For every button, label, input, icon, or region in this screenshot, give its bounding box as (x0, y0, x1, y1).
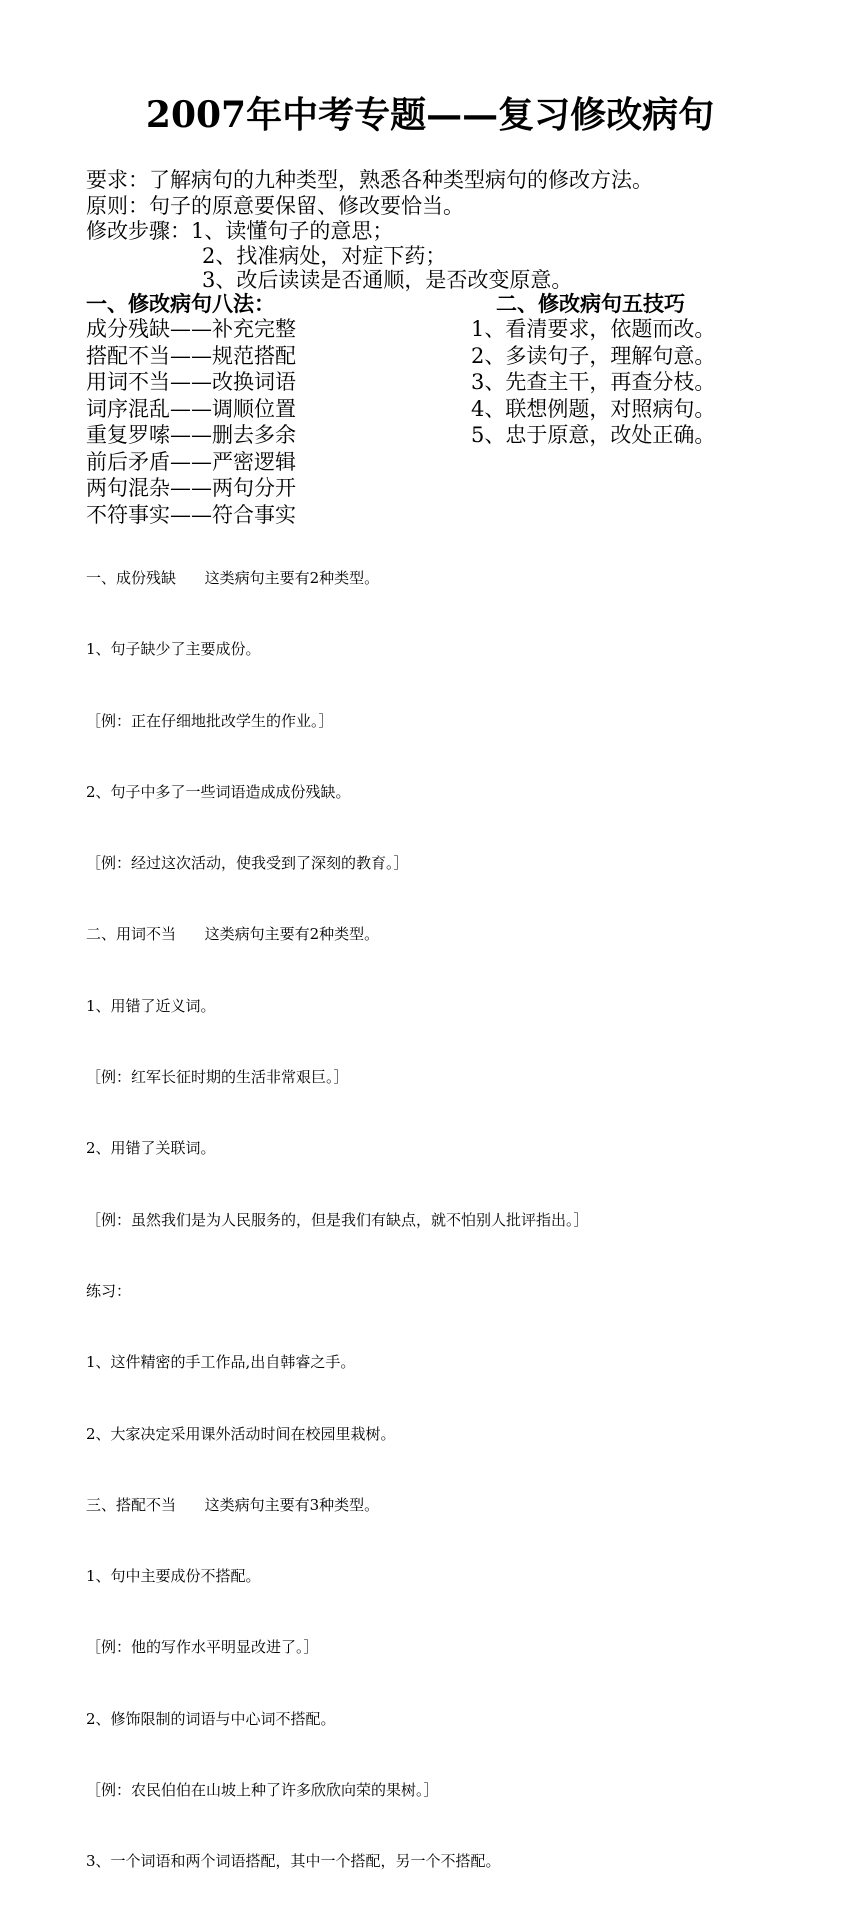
detail-line: 2、句子中多了一些词语造成成份残缺。 (86, 782, 351, 801)
method-item: 词序混乱——调顺位置 (86, 396, 296, 421)
detail-line: 1、句子缺少了主要成份。 (86, 640, 261, 659)
detail-line: ［例：红军长征时期的生活非常艰巨。］ (86, 1068, 349, 1087)
method-item: 两句混杂——两句分开 (86, 476, 296, 500)
detail-line: ［例：虽然我们是为人民服务的，但是我们有缺点，就不怕别人批评指出。］ (86, 1210, 589, 1229)
detail-line: ［例：农民伯伯在山坡上种了许多欣欣向荣的果树。］ (86, 1781, 439, 1800)
steps-line: 修改步骤：1、读懂句子的意思； (86, 219, 394, 243)
method-item: 前后矛盾——严密逻辑 (86, 449, 296, 474)
five-techniques-list (471, 316, 715, 449)
detail-line: 2、修饰限制的词语与中心词不搭配。 (86, 1709, 336, 1728)
method-item: 搭配不当——规范搭配 (86, 343, 296, 368)
right-section-heading: 二、修改病句五技巧 (496, 291, 685, 316)
eight-methods-list (86, 316, 296, 528)
detail-line: 一、成份残缺 这类病句主要有2种类型。 (86, 569, 380, 587)
detail-line: ［例：正在仔细地批改学生的作业。］ (86, 711, 334, 730)
method-item: 成分残缺——补充完整 (86, 317, 296, 341)
detail-line: 1、用错了近义词。 (86, 996, 216, 1015)
principle-line: 原则：句子的原意要保留、修改要恰当。 (86, 194, 464, 218)
method-item: 用词不当——改换词语 (86, 370, 296, 394)
detail-line: ［例：经过这次活动，使我受到了深刻的教育。］ (86, 854, 409, 873)
method-item: 重复罗嗦——删去多余 (86, 423, 296, 447)
detail-line: 三、搭配不当 这类病句主要有3种类型。 (86, 1495, 380, 1514)
page-title: 2007年中考专题——复习修改病句 (145, 94, 715, 136)
method-item: 不符事实——符合事实 (86, 502, 296, 527)
step-3-line: 3、改后读读是否通顺，是否改变原意。 (202, 268, 573, 292)
detail-line: 3、一个词语和两个词语搭配，其中一个搭配，另一个不搭配。 (86, 1852, 501, 1871)
requirement-line: 要求：了解病句的九种类型，熟悉各种类型病句的修改方法。 (86, 168, 653, 192)
detail-line: 二、用词不当 这类病句主要有2种类型。 (86, 925, 380, 944)
detail-line: 1、这件精密的手工作品,出自韩睿之手。 (86, 1353, 356, 1372)
detail-line: 练习： (86, 1281, 132, 1300)
detail-line: 2、用错了关联词。 (86, 1139, 216, 1158)
left-section-heading: 一、修改病句八法： (86, 291, 275, 316)
detail-line: 2、大家决定采用课外活动时间在校园里栽树。 (86, 1424, 396, 1443)
detail-line: ［例：他的写作水平明显改进了。］ (86, 1638, 319, 1657)
technique-item: 4、联想例题，对照病句。 (471, 396, 716, 421)
technique-item: 1、看清要求，依题而改。 (471, 317, 716, 341)
technique-item: 3、先查主干，再查分枝。 (471, 370, 716, 394)
step-2-line: 2、找准病处，对症下药； (202, 244, 447, 268)
detail-line: 1、句中主要成份不搭配。 (86, 1567, 261, 1586)
technique-item: 5、忠于原意，改处正确。 (471, 423, 716, 447)
details-section (86, 528, 589, 1923)
technique-item: 2、多读句子，理解句意。 (471, 343, 716, 368)
